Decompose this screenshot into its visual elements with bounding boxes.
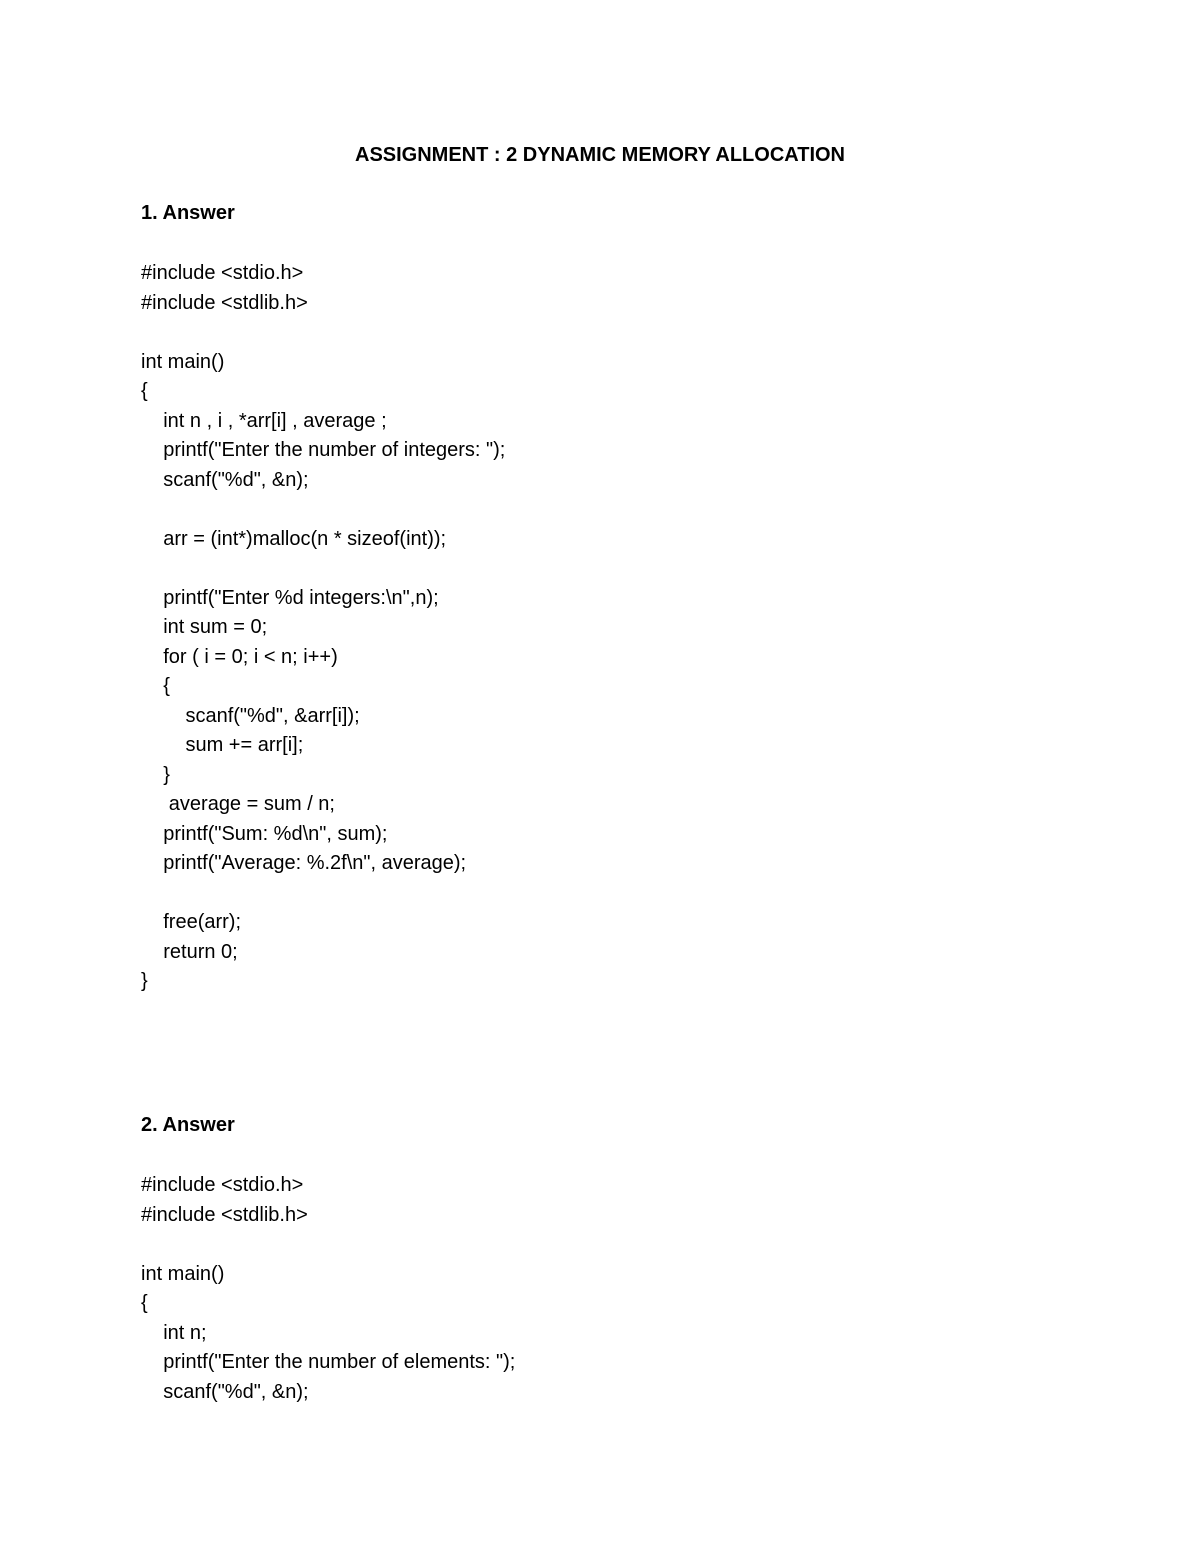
code-line: scanf("%d", &n); [141, 468, 309, 491]
code-line: { [141, 380, 148, 402]
code-line [141, 318, 1121, 348]
code-block [141, 259, 1121, 997]
code-line: printf("Sum: %d\n", sum); [141, 822, 388, 845]
section-heading: 1. Answer [141, 202, 235, 224]
answer-section-1 [141, 200, 1121, 997]
code-line: #include <stdio.h> [141, 1174, 304, 1196]
code-line: free(arr); [141, 911, 242, 933]
code-line: for ( i = 0; i < n; i++) [141, 645, 338, 668]
code-line: { [141, 675, 170, 697]
answer-section-2 [141, 1112, 1121, 1407]
code-line: printf("Enter the number of elements: "); [141, 1351, 516, 1373]
code-line: printf("Enter the number of integers: "); [141, 439, 506, 461]
document-title: ASSIGNMENT : 2 DYNAMIC MEMORY ALLOCATION [355, 144, 845, 166]
code-line: #include <stdlib.h> [141, 291, 308, 314]
code-line [141, 554, 1121, 584]
code-line: } [141, 970, 148, 992]
code-line: { [141, 1292, 148, 1314]
code-line: int n , i , *arr[i] , average ; [141, 409, 387, 432]
code-line: int sum = 0; [141, 616, 268, 638]
code-line: printf("Enter %d integers:\n",n); [141, 586, 439, 609]
code-line: average = sum / n; [141, 793, 335, 815]
code-block [141, 1171, 1121, 1407]
code-line: int main() [141, 1262, 225, 1285]
section-heading: 2. Answer [141, 1114, 235, 1136]
code-line [141, 1230, 1121, 1260]
code-line: arr = (int*)malloc(n * sizeof(int)); [141, 527, 447, 550]
code-line: #include <stdio.h> [141, 262, 304, 284]
code-line: scanf("%d", &n); [141, 1380, 309, 1403]
code-line: int main() [141, 350, 225, 373]
code-line [141, 879, 1121, 909]
code-line: #include <stdlib.h> [141, 1203, 308, 1226]
code-line: return 0; [141, 940, 238, 963]
code-line [141, 495, 1121, 525]
code-line: scanf("%d", &arr[i]); [141, 704, 360, 727]
code-line: int n; [141, 1321, 207, 1344]
code-line: printf("Average: %.2f\n", average); [141, 852, 467, 874]
code-line: sum += arr[i]; [141, 734, 304, 756]
code-line: } [141, 763, 170, 786]
